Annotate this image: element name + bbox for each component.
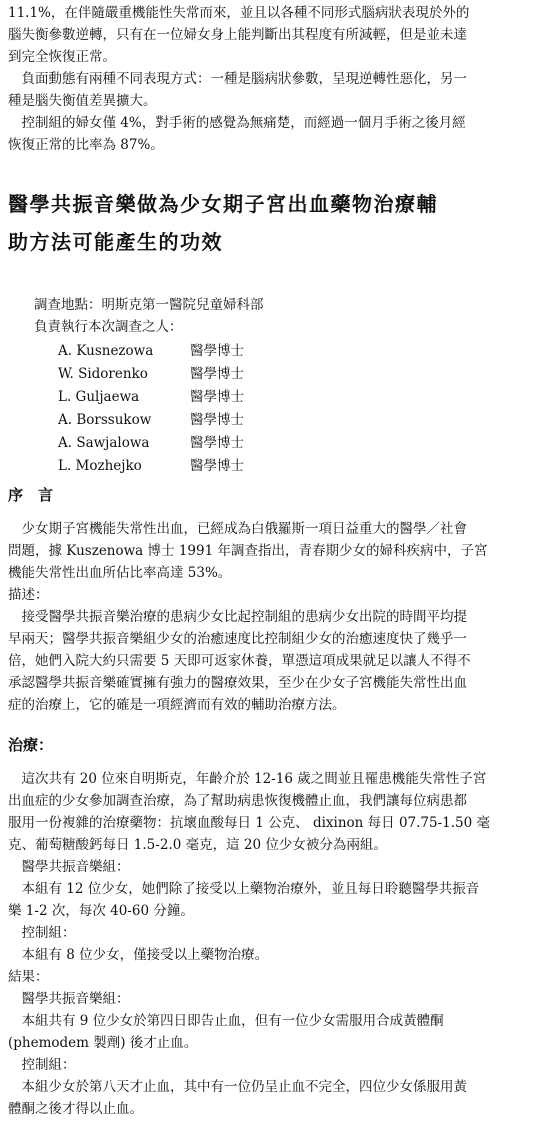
intro-line: 控制組的婦女僅 4%，對手術的感覺為無痛楚，而經過一個月手術之後月經 xyxy=(8,115,466,131)
staff-title: 醫學博士 xyxy=(190,435,244,451)
treatment-line: 樂 1-2 次，每次 40-60 分鐘。 xyxy=(8,903,194,919)
intro-line: 11.1%，在伴隨嚴重機能性失常而來，並且以各種不同形式腦病狀表現於外的 xyxy=(8,5,470,21)
staff-title: 醫學博士 xyxy=(190,412,244,428)
staff-title: 醫學博士 xyxy=(190,389,244,405)
intro-line: 到完全恢復正常。 xyxy=(8,49,116,65)
intro-line: 恢復正常的比率為 87%。 xyxy=(8,137,164,153)
staff-name: W. Sidorenko xyxy=(58,366,148,382)
treatment-line: 醫學共振音樂組： xyxy=(8,859,130,875)
intro-line: 腦失衡參數逆轉，只有在一位婦女身上能判斷出其程度有所減輕，但是並未達 xyxy=(8,27,467,43)
investigation-location: 調查地點：明斯克第一醫院兒童婦科部 xyxy=(34,297,264,313)
treatment-line: 結果： xyxy=(8,969,49,985)
intro-line: 負面動態有兩種不同表現方式：一種是腦病狀參數，呈現逆轉性惡化，另一 xyxy=(8,71,467,87)
treatment-line: 這次共有 20 位來自明斯克，年齡介於 12-16 歲之間並且罹患機能失常性子宮 xyxy=(8,771,487,787)
treatment-line: 控制組： xyxy=(8,925,76,941)
staff-name: A. Borssukow xyxy=(58,412,152,428)
intro-line: 種是腦失衡值差異擴大。 xyxy=(8,93,157,109)
treatment-line: 醫學共振音樂組： xyxy=(8,991,130,1007)
staff-row xyxy=(58,455,244,478)
preface-line: 症的治療上，它的確是一項經濟而有效的輔助治療方法。 xyxy=(8,697,346,713)
staff-name: L. Guljaewa xyxy=(58,389,140,405)
treatment-line: 本組共有 9 位少女於第四日即告止血，但有一位少女需服用合成黃體酮 xyxy=(8,1013,444,1029)
preface-line: 接受醫學共振音樂治療的患病少女比起控制組的患病少女出院的時間平均提 xyxy=(8,609,467,625)
treatment-line: 本組有 12 位少女，她們除了接受以上藥物治療外，並且每日聆聽醫學共振音 xyxy=(8,881,480,897)
treatment-line: 本組少女於第八天才止血，其中有一位仍呈止血不完全，四位少女係服用黃 xyxy=(8,1079,467,1095)
treatment-line: 控制組： xyxy=(8,1057,76,1073)
responsible-label: 負責執行本次調查之人： xyxy=(34,319,183,335)
staff-row xyxy=(58,409,244,432)
staff-row xyxy=(58,386,244,409)
preface-line: 機能失常性出血所佔比率高達 53%。 xyxy=(8,565,232,581)
preface-line: 承認醫學共振音樂確實擁有強力的醫療效果，至少在少女子宮機能失常性出血 xyxy=(8,675,467,691)
preface-line: 描述： xyxy=(8,587,49,603)
staff-title: 醫學博士 xyxy=(190,458,244,474)
staff-name: A. Kusnezowa xyxy=(58,343,154,359)
treatment-line: 體酮之後才得以止血。 xyxy=(8,1101,143,1117)
treatment-line: (phemodem 製劑) 後才止血。 xyxy=(8,1035,198,1051)
treatment-heading: 治療： xyxy=(8,736,54,754)
staff-title: 醫學博士 xyxy=(190,366,244,382)
preface-line: 少女期子宮機能失常性出血，已經成為白俄羅斯一項日益重大的醫學／社會 xyxy=(8,521,467,537)
staff-list xyxy=(58,340,244,478)
staff-title: 醫學博士 xyxy=(190,343,244,359)
treatment-line: 服用一份複雜的治療藥物：抗壞血酸每日 1 公克、 dixinon 每日 07.75-1.50 毫 xyxy=(8,815,491,831)
staff-name: L. Mozhejko xyxy=(58,458,142,474)
staff-row xyxy=(58,340,244,363)
treatment-line: 本組有 8 位少女，僅接受以上藥物治療。 xyxy=(8,947,269,963)
treatment-line: 克、葡萄糖酸鈣每日 1.5-2.0 毫克，這 20 位少女被分為兩組。 xyxy=(8,837,387,853)
article-title-line-2: 助方法可能產生的功效 xyxy=(8,230,223,254)
preface-heading: 序 言 xyxy=(8,486,54,504)
preface-line: 問題，據 Kuszenowa 博士 1991 年調查指出，青春期少女的婦科疾病中，子宮 xyxy=(8,543,488,559)
staff-row xyxy=(58,363,244,386)
staff-name: A. Sawjalowa xyxy=(58,435,150,451)
preface-line: 倍，她們入院大約只需要 5 天即可返家休養，單憑這項成果就足以讓人不得不 xyxy=(8,653,471,669)
preface-line: 早兩天；醫學共振音樂組少女的治癒速度比控制組少女的治癒速度快了幾乎一 xyxy=(8,631,467,647)
treatment-line: 出血症的少女參加調查治療，為了幫助病患恢復機體止血，我們讓每位病患都 xyxy=(8,793,467,809)
article-title-line-1: 醫學共振音樂做為少女期子宮出血藥物治療輔 xyxy=(8,192,438,216)
staff-row xyxy=(58,432,244,455)
